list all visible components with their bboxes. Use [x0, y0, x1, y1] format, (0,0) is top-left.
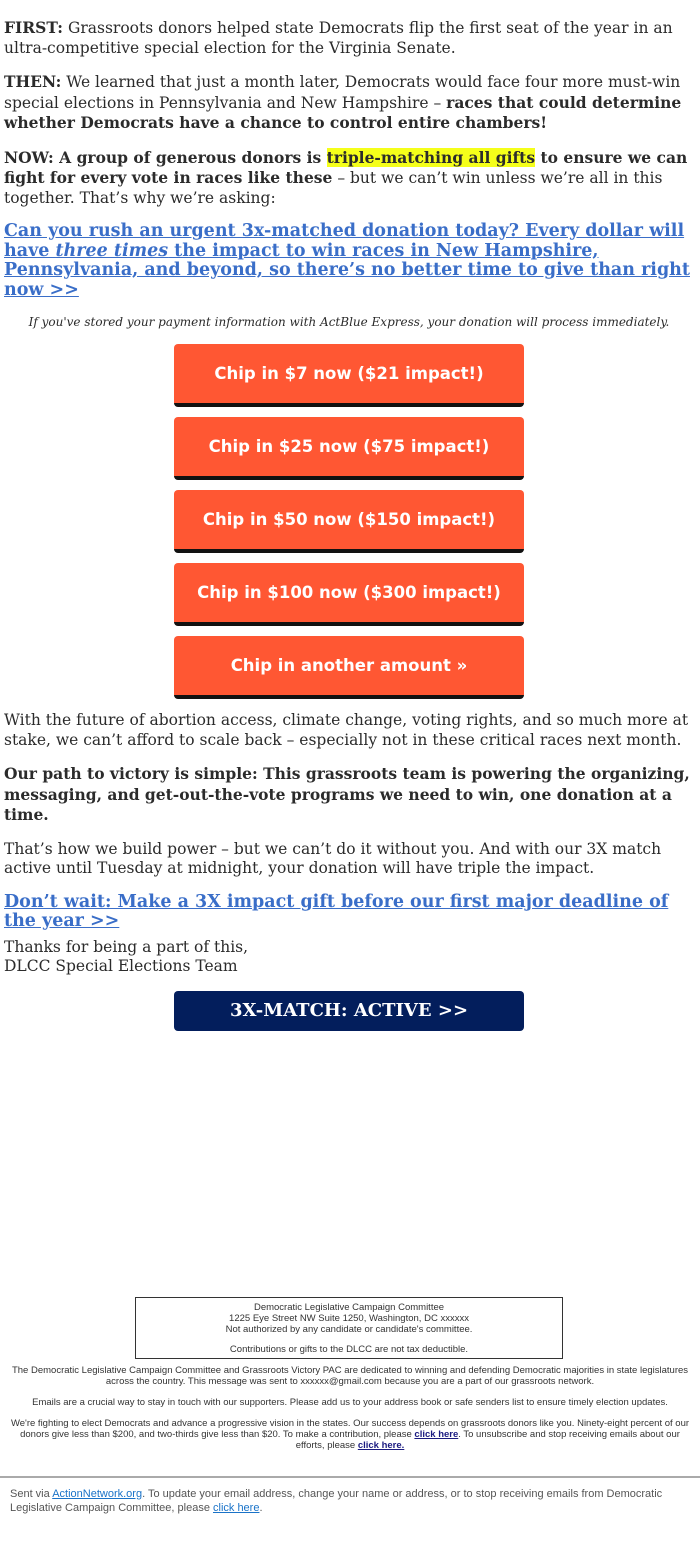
sent-suffix: . — [259, 1502, 263, 1514]
intro-then — [4, 72, 694, 134]
update-preferences-link[interactable]: click here — [213, 1502, 260, 1514]
deadline-paragraph — [4, 893, 694, 932]
donate-7-button[interactable]: Chip in $7 now ($21 impact!) — [174, 344, 524, 407]
urgent-donation-link[interactable] — [4, 221, 690, 300]
unsubscribe-link[interactable]: click here. — [357, 1440, 405, 1451]
footer-p3-a: We're fighting to elect Democrats and advance a progressive vision in the states. Our success depends on grassroots donors like you. Ninety-eight percent of our donors give less than $200, and two-thirds give less than $20. To make a contribution, please — [10, 1418, 690, 1440]
sent-via-text — [10, 1487, 670, 1515]
deadline-link[interactable]: Don’t wait: Make a 3X impact gift before our first major deadline of the year >> — [4, 891, 669, 931]
tax-note: Contributions or gifts to the DLCC are not tax deductible. — [229, 1344, 469, 1355]
then-text: We learned that just a month later, Democrats would face four more must-win special elections in Pennsylvania and New Hampshire – — [4, 73, 681, 112]
body-paragraph-1: With the future of abortion access, climate change, voting rights, and so much more at stake, we can’t afford to scale back – especially not in these critical races next month. — [4, 711, 689, 749]
footer-paragraph-3 — [6, 1418, 694, 1451]
actionnetwork-link[interactable]: ActionNetwork.org — [52, 1488, 143, 1500]
now-text: – but we can’t win unless we’re all in this together. That’s why we’re asking: — [4, 169, 663, 207]
org-address: 1225 Eye Street NW Suite 1250, Washington, DC xxxxxx — [229, 1313, 469, 1324]
footer-paragraph-2: Emails are a crucial way to stay in touch with our supporters. Please add us to your address book or safe senders list to ensure timely election updates. — [32, 1397, 668, 1408]
cta-part1: Can you rush an urgent 3x-matched donation today? Every dollar will have — [4, 221, 685, 261]
then-bold: races that could determine whether Democrats have a chance to control entire chambers! — [4, 92, 682, 132]
donate-50-button[interactable]: Chip in $50 now ($150 impact!) — [174, 490, 524, 553]
body-paragraph-2-text: Our path to victory is simple: This grassroots team is powering the organizing, messaging, and get-out-the-vote programs we need to win, one donation at a time. — [4, 764, 690, 824]
signoff-line2: DLCC Special Elections Team — [4, 957, 238, 975]
contribute-link[interactable]: click here — [414, 1429, 459, 1440]
cta-paragraph — [4, 222, 694, 300]
body-paragraph-2 — [4, 764, 694, 826]
express-note: If you've stored your payment information with ActBlue Express, your donation will process immediately. — [28, 315, 670, 329]
footer-paragraph-1: The Democratic Legislative Campaign Committee and Grassroots Victory PAC are dedicated to winning and defending Democratic majorities in state legislatures across the country. This message was sent to xxxxxx@gmail.com because you are a part of our grassroots network. — [11, 1365, 689, 1387]
signoff — [4, 938, 694, 977]
signoff-line1: Thanks for being a part of this, — [4, 937, 249, 956]
org-name: Democratic Legislative Campaign Committee — [253, 1302, 445, 1313]
body-paragraph-3: That’s how we build power – but we can’t do it without you. And with our 3X match active until Tuesday at midnight, your donation will have triple the impact. — [4, 839, 662, 877]
intro-first — [4, 18, 694, 58]
donate-other-amount-button[interactable]: Chip in another amount » — [174, 636, 524, 699]
first-text: Grassroots donors helped state Democrats flip the first seat of the year in an ultra-competitive special election for the Virginia Senate. — [4, 19, 673, 57]
cta-italic: three times — [55, 240, 169, 261]
now-bold-b: to ensure we can fight for every vote in races like these — [4, 147, 688, 187]
footer-p3-b: . To unsubscribe and stop receiving emails about our efforts, please — [295, 1429, 680, 1451]
cta-part2: the impact to win races in New Hampshire, Pennsylvania, and beyond, so there’s no better time to give than right now >> — [4, 240, 690, 300]
authorization-note: Not authorized by any candidate or candidate's committee. — [225, 1324, 473, 1335]
sent-prefix: Sent via — [10, 1488, 53, 1500]
email-body — [4, 18, 694, 1031]
first-label: FIRST: — [4, 18, 64, 37]
sent-middle: . To update your email address, change your name or address, or to stop receiving emails from Democratic Legislative Campaign Committee, please — [10, 1488, 663, 1514]
donate-buttons — [174, 344, 524, 699]
footer-divider — [0, 1476, 700, 1478]
disclaimer-box — [135, 1297, 563, 1359]
match-active-button[interactable]: 3X-MATCH: ACTIVE >> — [174, 991, 524, 1031]
now-bold-a: NOW: A group of generous donors is — [4, 147, 327, 167]
footer-text — [6, 1365, 694, 1461]
then-label: THEN: — [4, 72, 62, 91]
now-highlight: triple-matching all gifts — [326, 147, 536, 167]
donate-25-button[interactable]: Chip in $25 now ($75 impact!) — [174, 417, 524, 480]
intro-now — [4, 148, 694, 209]
donate-100-button[interactable]: Chip in $100 now ($300 impact!) — [174, 563, 524, 626]
